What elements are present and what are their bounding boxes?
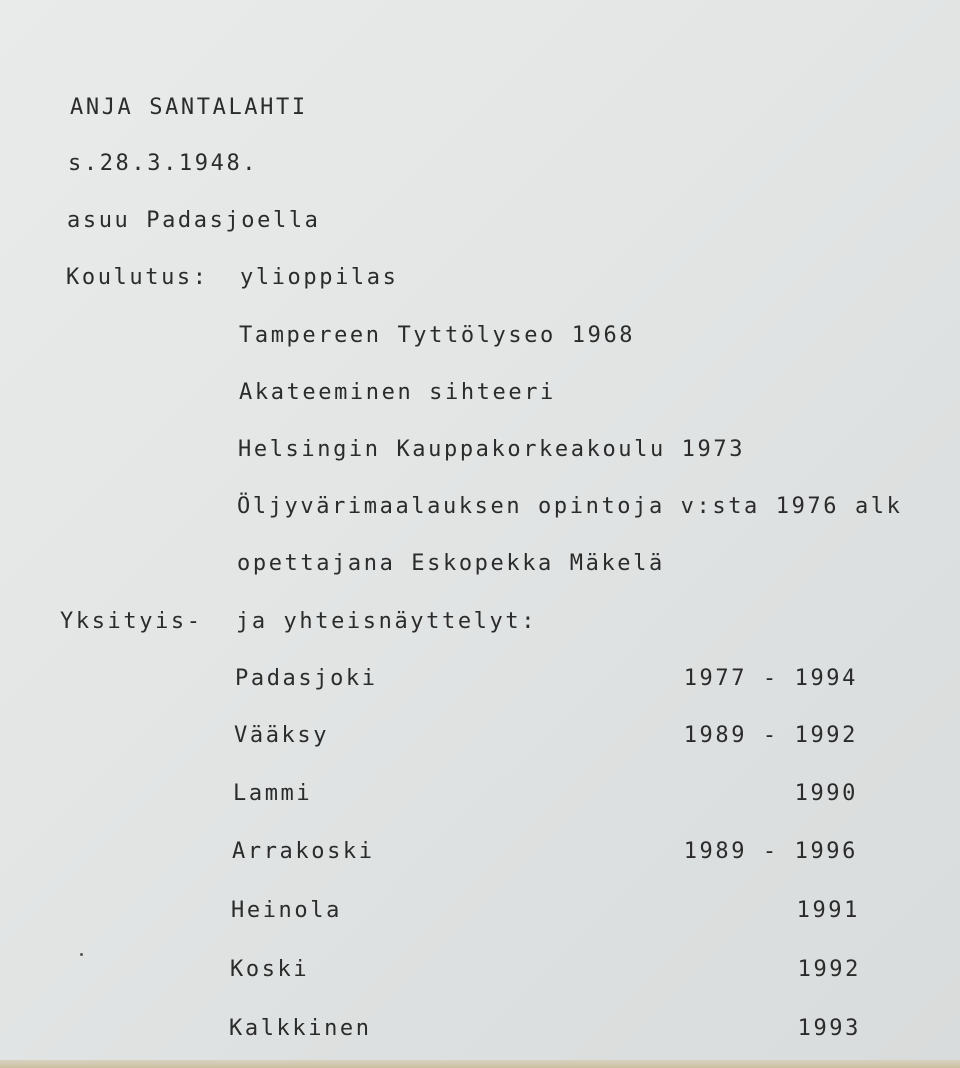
education-line-6: opettajana Eskopekka Mäkelä — [237, 551, 665, 576]
exhibition-place: Lammi — [233, 781, 313, 806]
exhibition-years: 1993 — [797, 1016, 861, 1041]
education-line-1: ylioppilas — [240, 265, 399, 290]
exhibition-years: 1977 - 1994 — [683, 666, 858, 691]
exhibition-years: 1989 - 1996 — [683, 839, 858, 864]
paper-bottom-edge — [0, 1060, 960, 1068]
exhibition-years: 1989 - 1992 — [683, 723, 858, 748]
education-line-5: Öljyvärimaalauksen opintoja v:sta 1976 alk — [237, 494, 903, 519]
exhibition-years: 1991 — [796, 898, 860, 923]
exhibition-place: Koski — [230, 957, 310, 982]
education-line-2: Tampereen Tyttölyseo 1968 — [239, 323, 636, 348]
artist-name: ANJA SANTALAHTI — [70, 95, 308, 120]
exhibition-years: 1990 — [794, 781, 858, 806]
birth-date: s.28.3.1948. — [68, 151, 259, 176]
exhibition-place: Padasjoki — [235, 666, 378, 691]
education-line-3: Akateeminen sihteeri — [239, 380, 556, 405]
exhibitions-label-prefix: Yksityis- — [60, 609, 203, 634]
exhibition-years: 1992 — [797, 957, 861, 982]
exhibition-place: Arrakoski — [232, 839, 375, 864]
exhibition-place: Heinola — [231, 898, 342, 923]
education-label: Koulutus: — [66, 265, 209, 290]
exhibition-place: Kalkkinen — [229, 1016, 372, 1041]
exhibitions-label: ja yhteisnäyttelyt: — [236, 609, 538, 634]
residence: asuu Padasjoella — [67, 208, 321, 233]
exhibition-place: Vääksy — [234, 723, 330, 748]
education-line-4: Helsingin Kauppakorkeakoulu 1973 — [238, 437, 746, 462]
paper-speck — [80, 953, 83, 956]
